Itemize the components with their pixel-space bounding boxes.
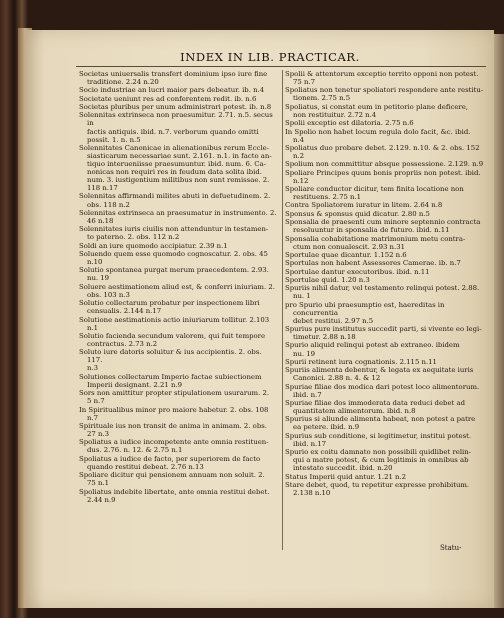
header-rule	[76, 66, 486, 67]
index-entry: Spoliatus a iudice incompetente ante omnia restituen- dus. 2.76. n. 12. & 2.75 n.1	[79, 438, 269, 455]
index-entry: Spolii & attentorum exceptio territo opponi non potest. 75 n.7	[285, 70, 479, 87]
index-entry: Sportulae dantur executoribus. ibid. n.11	[285, 267, 430, 276]
index-entry: Solutio facienda secundum valorem, qui fuit tempore contractus. 2.73 n.2	[79, 331, 266, 348]
index-entry: Spolii exceptio est dilatoria. 2.75 n.6	[285, 119, 414, 128]
index-entry: Spoliatus duo probare debet. 2.129. n.10. & 2. obs. 152 n.2	[285, 143, 480, 160]
index-entry: Spoliatus non tenetur spoliatori respondere ante restitu- tionem. 2.75 n.5	[285, 86, 484, 103]
index-entry: Solennitas extrinseca an praesumatur in instrumento. 2. 46 n.18	[79, 208, 277, 225]
index-entry: Sportulae quid. 1.20 n.3	[285, 275, 370, 284]
index-entry: Spirituale ius non transit de anima in animam. 2. obs. 27 n.3	[79, 421, 267, 438]
index-entry: Spuriis nihil datur, vel testamento relinqui potest. 2.88. nu. 1	[285, 284, 480, 301]
index-entry: Solutione aestimationis actio iniuriarum tollitur. 2.103 n.1	[79, 315, 270, 332]
index-entry: pro Spurio ubi praesumptio est, haereditas in concurrentia debet restitui. 2.97 n.5	[285, 300, 445, 325]
index-entry: Soluendo quem esse quomodo cognoscatur. 2. obs. 45 n.10	[79, 250, 268, 267]
index-entry: Soluto iure datoris soluitur & ius accipientis. 2. obs. 117. n.3	[79, 348, 262, 373]
index-entry: Soldi an iure quomodo accipiatur. 2.39 n.1	[79, 241, 228, 250]
index-entry: Solutio spontanea purgat merum praecedentem. 2.93. nu. 19	[79, 266, 269, 283]
index-entry: Spoliare Principes quum bonis propriis non potest. ibid. n.12	[285, 168, 481, 185]
index-entry: Sportulas non habent Assessores Camerae. ib. n.7	[285, 259, 461, 268]
index-entry: Spurio ex coitu damnato non possibili quidlibet relin- qui a matre potest, & cum legitimis in omnibus ab intestato succedit. ibid. n.20	[285, 448, 472, 473]
index-entry: Societas uniuersalis transfert dominium ipso iure fine traditione. 2.24 n.20	[79, 70, 268, 87]
running-header: INDEX IN LIB. PRACTICAR.	[180, 50, 360, 64]
column-divider	[282, 70, 283, 550]
index-entry: Sportulae quae dicantur. 1.152 n.6	[285, 250, 407, 259]
index-entry: Spoliatus indebite libertate, ante omnia restitui debet. 2.44 n.9	[79, 487, 270, 504]
index-entry: Spurius pure institutus succedit parti, si vivente eo legi- timetur. 2.88 n.18	[285, 325, 482, 342]
index-entry: Spurius sub conditione, si legitimetur, institui potest. ibid. n.17	[285, 431, 472, 448]
index-entry: Spuriae filiae dos modica dari potest loco alimentorum. ibid. n.7	[285, 382, 480, 399]
index-entry: Spoliatus, si constat eum in petitorio plane deficere, non restituitur. 2.72 n.4	[285, 102, 468, 119]
index-entry: Societate ueniunt res ad conferentem redit. ib. n.6	[79, 94, 257, 103]
index-entry: Societas pluribus per unum administrari potest. ib. n.8	[79, 103, 272, 112]
index-entry: Sponsus & sponsus quid dicatur. 2.80 n.5	[285, 209, 430, 218]
index-entry: In Spolio non habet locum regula dolo facit, &c. ibid. n.4	[285, 127, 471, 144]
index-entry: In Spiritualibus minor pro maiore habetur. 2. obs. 108 n.7	[79, 405, 269, 422]
index-entry: Soluere aestimationem aliud est, & conferri iniuriam. 2. obs. 103 n.3	[79, 282, 275, 299]
index-entry: Spurii retinent iura cognationis. 2.115 n.11	[285, 357, 437, 366]
index-entry: Contra Spoliatorem iuratur in litem. 2.64 n.8	[285, 201, 443, 210]
page-fore-edge	[494, 34, 504, 608]
index-column-right	[285, 70, 489, 497]
index-entry: Status Imperii quid antur. 1.21 n.2	[285, 472, 407, 481]
index-entry: Solutio collectarum probatur per inspectionem libri censualis. 2.144 n.17	[79, 299, 260, 316]
index-entry: Spurio aliquid relinqui potest ab extraneo. ibidem nu. 19	[285, 341, 460, 358]
index-entry: Sponsalia de praesenti cum minore septennio contracta resoluuntur in sponsalia de futuro. ibid. n.11	[285, 218, 481, 235]
index-entry: Spuriis alimenta debentur, & legata ex aequitate iuris Canonici. 2.88 n. 4. & 12	[285, 366, 474, 383]
index-entry: Stare debet, quod, tu repetitur expresse prohibitum. 2.138 n.10	[285, 480, 470, 497]
index-entry: Spolium non committitur absque possessione. 2.129. n.9	[285, 160, 484, 169]
index-entry: Spoliare dicitur qui pensionem annuam non soluit. 2. 75 n.1	[79, 471, 265, 488]
index-entry: Spoliare conductor dicitur, tem finita locatione non restituens. 2.75 n.1	[285, 185, 464, 202]
index-entry: Solennitas affirmandi milites abuti in defuetudinem. 2. obs. 118 n.2	[79, 192, 271, 209]
index-entry: Spoliatus a iudice de facto, per superiorem de facto quando restitui debeat. 2.76 n.13	[79, 454, 261, 471]
index-entry: Sors non amittitur propter stipulationem usurarum. 2. 5 n.7	[79, 389, 270, 406]
index-entry: Sponsalia cohabitatione matrimonium metu contra- ctum non conualescit. 2.93 n.31	[285, 234, 466, 251]
index-entry: Solutiones collectarum Imperio factae subiectionem Imperii designant. 2.21 n.9	[79, 372, 262, 389]
index-entry: Solennitates iuris ciuilis non attenduntur in testamen- to paterno. 2. obs. 112 n.2	[79, 225, 269, 242]
catchword: Statu-	[440, 544, 462, 552]
index-column-left	[79, 70, 279, 504]
index-entry: Spurius si aliunde alimenta habeat, non potest a patre ea petere. ibid. n.9	[285, 415, 476, 432]
index-entry: Solennitates Canonicae in alienationibus rerum Eccle- siasticarum necessariae sunt. 2.161. n.1. in facto an- tiquo interueniisse praesumuntur. ibid. num. 6. Ca- nonicas non requiri res in feudum data solita ibid. num. 3. iustigentium militibus non sunt remissae. 2. 118 n.17	[79, 143, 272, 193]
index-entry: Solennitas extrinseca non praesumitur. 2.71. n.5. secus in factis antiquis. ibid. n.7. verborum quando omitti possit. 1. n. n.5	[79, 111, 273, 144]
index-entry: Socio industriae an lucri maior pars debeatur. ib. n.4	[79, 86, 265, 95]
index-entry: Spuriae filiae dos immoderata data reduci debet ad quantitatem alimentorum. ibid. n.8	[285, 399, 466, 416]
